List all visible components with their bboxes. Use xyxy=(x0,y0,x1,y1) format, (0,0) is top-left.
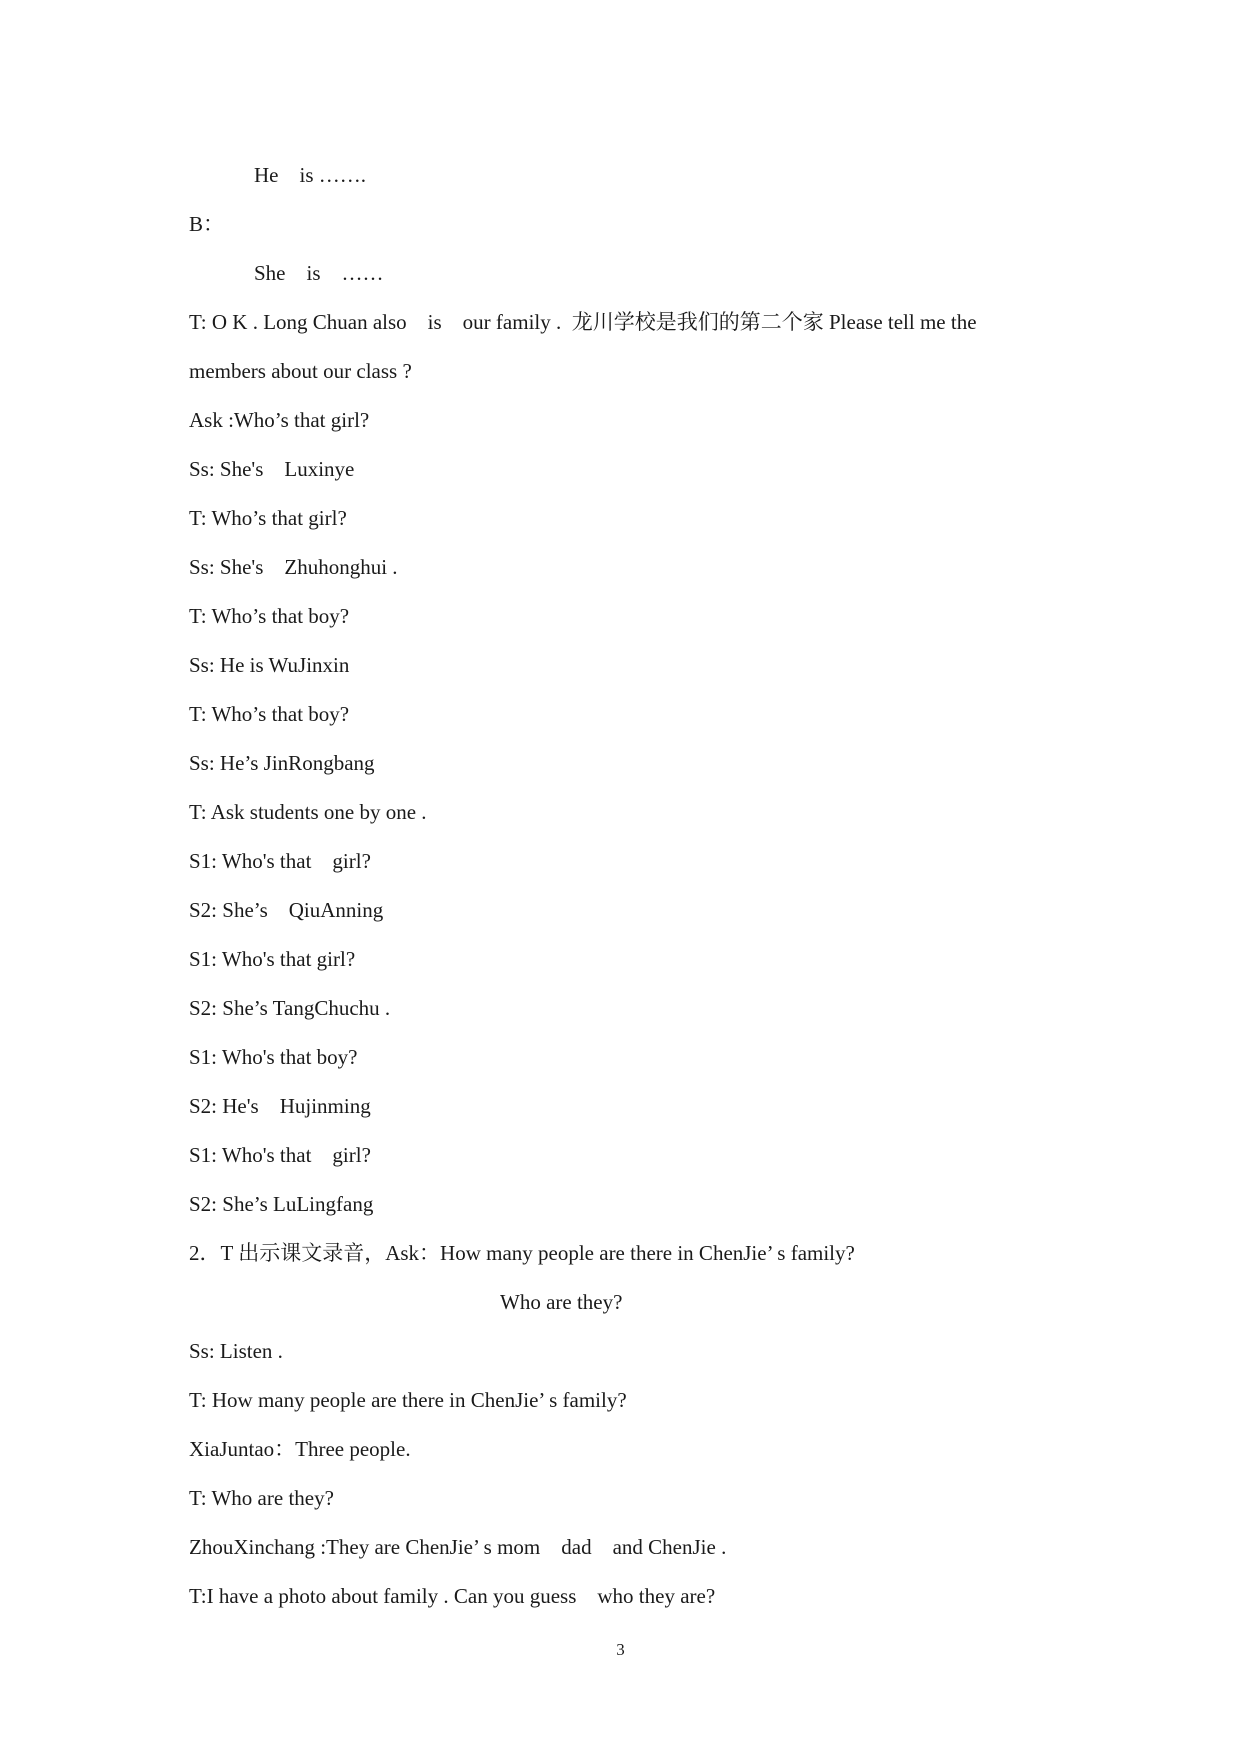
text-line: 2．T 出示课文录音，Ask：How many people are there in ChenJie’ s family? xyxy=(189,1241,855,1265)
text-line: Ss: He is WuJinxin xyxy=(189,653,350,677)
text-line: XiaJuntao：Three people. xyxy=(189,1437,411,1461)
text-line: T: How many people are there in ChenJie’ s family? xyxy=(189,1388,627,1412)
text-line: S2: She’s QiuAnning xyxy=(189,898,384,922)
text-line: T: Who are they? xyxy=(189,1486,334,1510)
text-line: Ask :Who’s that girl? xyxy=(189,408,370,432)
text-line: Who are they? xyxy=(500,1290,623,1314)
text-line: S1: Who's that girl? xyxy=(189,1143,371,1167)
text-line: Ss: He’s JinRongbang xyxy=(189,751,375,775)
text-line: T:I have a photo about family . Can you guess who they are? xyxy=(189,1584,716,1608)
text-line: T: Who’s that boy? xyxy=(189,702,350,726)
text-line: S1: Who's that girl? xyxy=(189,947,356,971)
text-line: S2: She’s TangChuchu . xyxy=(189,996,391,1020)
text-line: S1: Who's that girl? xyxy=(189,849,371,873)
text-line: B： xyxy=(189,212,225,236)
text-line: Ss: She's Luxinye xyxy=(189,457,355,481)
text-line: members about our class ? xyxy=(189,359,412,383)
text-line: ZhouXinchang :They are ChenJie’ s mom dad and ChenJie . xyxy=(189,1535,727,1559)
text-line: S2: She’s LuLingfang xyxy=(189,1192,374,1216)
text-line: Ss: She's Zhuhonghui . xyxy=(189,555,398,579)
text-line: S1: Who's that boy? xyxy=(189,1045,358,1069)
text-line: He is ……. xyxy=(254,163,366,187)
text-line: T: Who’s that boy? xyxy=(189,604,350,628)
text-line: Ss: Listen . xyxy=(189,1339,283,1363)
document-body xyxy=(189,151,1089,1621)
text-line: T: Who’s that girl? xyxy=(189,506,347,530)
text-line: T: O K . Long Chuan also is our family . 龙川学校是我们的第二个家 Please tell me the xyxy=(189,310,977,334)
text-line: S2: He's Hujinming xyxy=(189,1094,371,1118)
text-line: T: Ask students one by one . xyxy=(189,800,427,824)
page-number: 3 xyxy=(616,1640,625,1659)
text-line: She is …… xyxy=(254,261,384,285)
